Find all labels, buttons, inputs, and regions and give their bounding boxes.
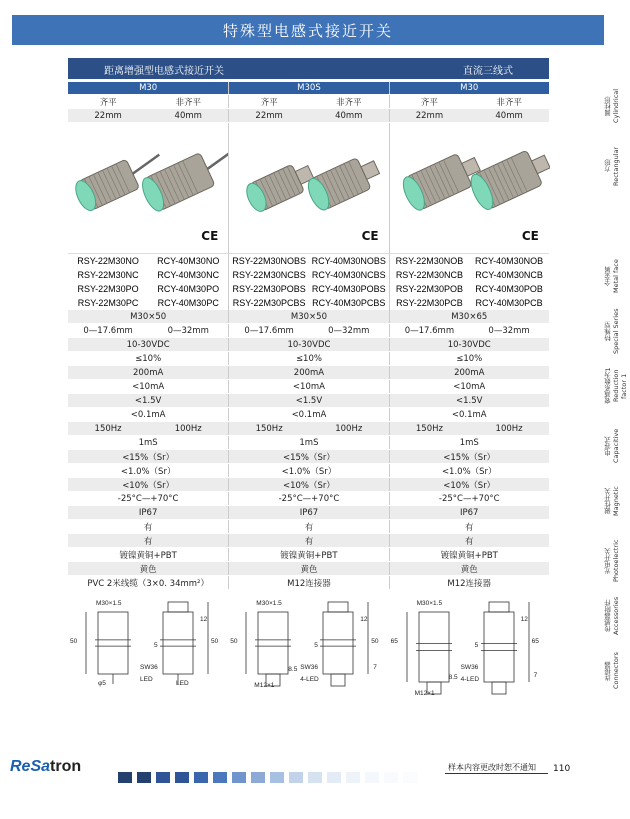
col-1 bbox=[228, 408, 388, 421]
col-1 bbox=[228, 450, 388, 463]
cell-ripple: ≤10% bbox=[295, 353, 322, 364]
cell-housing: M30S bbox=[297, 83, 321, 93]
model-name: RCY-40M30POBS bbox=[311, 284, 386, 294]
col-2 bbox=[389, 450, 549, 463]
col-1 bbox=[228, 268, 388, 282]
cell-mount: 非齐平 bbox=[336, 97, 362, 108]
sub-header-right: 直流三线式 bbox=[463, 66, 513, 77]
thread-label: M30×1.5 bbox=[416, 600, 443, 607]
length-label-left: 50 bbox=[230, 638, 238, 645]
cell-material: 镀镍黄铜+PBT bbox=[440, 550, 498, 561]
side-tab bbox=[604, 80, 624, 132]
photo-cell-0 bbox=[68, 123, 228, 253]
col-1 bbox=[228, 380, 388, 393]
cell-frequency: 100Hz bbox=[335, 423, 363, 434]
cell-voltage_drop: <1.5V bbox=[456, 395, 483, 406]
col-0 bbox=[68, 109, 228, 122]
side-tab-cn: 传感器附件 bbox=[604, 599, 612, 633]
row-protection bbox=[68, 506, 549, 520]
cell-no_load_current: <10mA bbox=[132, 381, 165, 392]
col-1 bbox=[228, 338, 388, 351]
cell-temp_drift: <10%（Sr） bbox=[122, 480, 175, 491]
model-name: RCY-40M30PC bbox=[157, 298, 219, 308]
col-1 bbox=[228, 109, 388, 122]
col-1 bbox=[228, 576, 388, 589]
ce-mark: CE bbox=[201, 229, 219, 243]
row-housing bbox=[68, 82, 549, 95]
cell-frequency: 150Hz bbox=[255, 423, 283, 434]
cell-ripple: ≤10% bbox=[135, 353, 162, 364]
cell-connection: PVC 2米线缆（3×0. 34mm²） bbox=[87, 578, 209, 589]
photo-cell-2 bbox=[389, 123, 549, 253]
m12-thread-label: M12×1 bbox=[414, 690, 435, 697]
cell-no_load_current: <10mA bbox=[292, 381, 325, 392]
model-row bbox=[68, 282, 549, 296]
wrench-size-label: SW36 bbox=[460, 664, 479, 671]
side-tab-en: Magnetic bbox=[612, 486, 620, 516]
cell-repeatability: <1.0%（Sr） bbox=[441, 466, 497, 477]
col-2 bbox=[389, 394, 549, 407]
dimension-drawing-0 bbox=[68, 598, 228, 730]
cell-leakage: <0.1mA bbox=[451, 409, 487, 420]
thread-label: M30×1.5 bbox=[256, 600, 282, 607]
cell-temp_drift: <10%（Sr） bbox=[282, 480, 335, 491]
led-label: 4-LED bbox=[460, 676, 480, 683]
col-1 bbox=[228, 282, 388, 296]
length-label-right: 50 bbox=[211, 638, 219, 645]
cell-short_circuit: 有 bbox=[304, 522, 314, 533]
row-temp_range bbox=[68, 492, 549, 506]
col-0 bbox=[68, 366, 228, 379]
col-0 bbox=[68, 408, 228, 421]
side-tab-cn: 特殊型 bbox=[604, 321, 612, 341]
cell-distance: 22mm bbox=[255, 110, 283, 121]
model-name: RCY-40M30POB bbox=[475, 284, 543, 294]
col-1 bbox=[228, 520, 388, 533]
col-1 bbox=[228, 324, 388, 337]
sub-header bbox=[68, 58, 549, 79]
cell-face_color: 黄色 bbox=[300, 564, 318, 575]
col-0 bbox=[68, 478, 228, 491]
cell-frequency: 150Hz bbox=[415, 423, 443, 434]
dim-5-label: 5 bbox=[154, 642, 158, 649]
col-2 bbox=[389, 492, 549, 505]
cell-mount: 非齐平 bbox=[496, 97, 522, 108]
photo-cell-1 bbox=[228, 123, 388, 253]
decorative-squares bbox=[118, 772, 417, 783]
thread-label: M30×1.5 bbox=[96, 600, 122, 607]
row-load_current bbox=[68, 366, 549, 380]
side-tab bbox=[604, 140, 624, 192]
cell-material: 镀镍黄铜+PBT bbox=[119, 550, 177, 561]
cell-voltage: 10-30VDC bbox=[447, 339, 491, 350]
col-0 bbox=[68, 450, 228, 463]
row-size bbox=[68, 310, 549, 324]
cell-repeatability: <1.0%（Sr） bbox=[120, 466, 176, 477]
cell-temp_range: -25°C—+70°C bbox=[278, 493, 340, 504]
col-2 bbox=[389, 548, 549, 561]
model-name: RCY-40M30NOB bbox=[474, 256, 544, 266]
col-0 bbox=[68, 82, 228, 94]
side-tab bbox=[604, 305, 624, 357]
col-2 bbox=[389, 478, 549, 491]
col-0 bbox=[68, 282, 228, 296]
model-name: RSY-22M30POBS bbox=[232, 284, 306, 294]
model-name: RSY-22M30PCBS bbox=[232, 298, 306, 308]
wrench-size-label: SW36 bbox=[140, 664, 158, 671]
side-tab bbox=[604, 420, 624, 472]
col-1 bbox=[228, 366, 388, 379]
side-tab-en: Rectangular bbox=[612, 146, 620, 186]
row-face_color bbox=[68, 562, 549, 576]
cell-load_current: 200mA bbox=[454, 367, 485, 378]
cell-distance: 40mm bbox=[495, 110, 523, 121]
drawing-row bbox=[68, 598, 549, 730]
cell-protection: IP67 bbox=[460, 507, 479, 518]
side-tab bbox=[604, 475, 624, 527]
cell-frequency: 100Hz bbox=[174, 423, 202, 434]
cell-face_color: 黄色 bbox=[139, 564, 157, 575]
col-0 bbox=[68, 436, 228, 449]
model-name: RCY-40M30PCBS bbox=[312, 298, 386, 308]
col-2 bbox=[389, 95, 549, 108]
row-short_circuit bbox=[68, 520, 549, 534]
footer-notice: 样本内容更改时恕不通知 bbox=[448, 763, 536, 772]
row-no_load_current bbox=[68, 380, 549, 394]
side-tab-en: Photoelectric bbox=[612, 539, 620, 583]
wrench-size-label: SW36 bbox=[300, 664, 318, 671]
side-tab-cn: 全金属 bbox=[604, 266, 612, 286]
col-1 bbox=[228, 422, 388, 435]
col-2 bbox=[389, 562, 549, 575]
cell-reverse: 有 bbox=[464, 536, 474, 547]
col-0 bbox=[68, 562, 228, 575]
cell-distance: 40mm bbox=[174, 110, 202, 121]
col-0 bbox=[68, 380, 228, 393]
cell-size: M30×65 bbox=[451, 311, 488, 322]
model-name: RCY-40M30NC bbox=[157, 270, 220, 280]
side-tab-cn: 磁性开关 bbox=[604, 488, 612, 514]
cell-distance: 22mm bbox=[415, 110, 444, 121]
side-tab-cn: 电容式 bbox=[604, 436, 612, 456]
cell-protection: IP67 bbox=[138, 507, 158, 518]
row-leakage bbox=[68, 408, 549, 422]
cell-ripple: ≤10% bbox=[456, 353, 483, 364]
col-1 bbox=[228, 436, 388, 449]
led-label: LED bbox=[140, 676, 153, 683]
side-tab bbox=[604, 535, 624, 587]
col-2 bbox=[389, 310, 549, 323]
led-label: 4-LED bbox=[300, 676, 319, 683]
side-tab-en: Connectors bbox=[612, 652, 620, 690]
col-2 bbox=[389, 82, 549, 94]
cell-connection: M12连接器 bbox=[287, 578, 331, 589]
col-0 bbox=[68, 464, 228, 477]
cell-voltage_drop: <1.5V bbox=[134, 395, 162, 406]
side-tab bbox=[604, 645, 624, 697]
dim-12-label: 12 bbox=[520, 616, 528, 623]
col-2 bbox=[389, 520, 549, 533]
cell-leakage: <0.1mA bbox=[291, 409, 327, 420]
col-2 bbox=[389, 464, 549, 477]
cell-response: 1mS bbox=[138, 437, 158, 448]
cell-response: 1mS bbox=[459, 437, 479, 448]
row-reverse bbox=[68, 534, 549, 548]
dim-12-label: 12 bbox=[200, 616, 208, 623]
col-1 bbox=[228, 394, 388, 407]
side-tab-en: Metal face bbox=[612, 259, 620, 293]
model-name: RSY-22M30NCB bbox=[395, 270, 464, 280]
model-name: RCY-40M30PCB bbox=[475, 298, 543, 308]
cell-reverse: 有 bbox=[143, 536, 153, 547]
cell-material: 镀镍黄铜+PBT bbox=[280, 550, 338, 561]
side-tab-en: Accessories bbox=[612, 596, 620, 636]
side-tab-en: Reduction factor 1 bbox=[612, 369, 628, 403]
col-0 bbox=[68, 506, 228, 519]
col-0 bbox=[68, 310, 228, 323]
cell-protection: IP67 bbox=[299, 507, 319, 518]
col-0 bbox=[68, 324, 228, 337]
side-tab-en: Cylindrical bbox=[612, 88, 620, 124]
cell-response: 1mS bbox=[299, 437, 319, 448]
row-frequency bbox=[68, 422, 549, 436]
dim-5-label: 5 bbox=[314, 642, 318, 649]
col-1 bbox=[228, 95, 388, 108]
col-2 bbox=[389, 408, 549, 421]
cell-temp_drift: <10%（Sr） bbox=[443, 480, 496, 491]
led-label-2: LED bbox=[176, 680, 189, 687]
model-row bbox=[68, 296, 549, 310]
col-0 bbox=[68, 95, 228, 108]
col-2 bbox=[389, 338, 549, 351]
cell-hysteresis: <15%（Sr） bbox=[282, 452, 335, 463]
ce-mark: CE bbox=[361, 229, 379, 243]
row-distance bbox=[68, 109, 549, 123]
col-2 bbox=[389, 380, 549, 393]
cell-voltage: 10-30VDC bbox=[126, 339, 170, 350]
cell-range: 0—17.6mm bbox=[404, 325, 455, 336]
model-name: RSY-22M30PCB bbox=[396, 298, 463, 308]
length-label-right: 50 bbox=[371, 638, 379, 645]
row-connection bbox=[68, 576, 549, 590]
col-2 bbox=[389, 268, 549, 282]
row-voltage_drop bbox=[68, 394, 549, 408]
side-tab-en: Special Series bbox=[612, 308, 620, 354]
col-1 bbox=[228, 562, 388, 575]
model-name: RCY-40M30NCBS bbox=[311, 270, 386, 280]
cell-voltage: 10-30VDC bbox=[287, 339, 331, 350]
cell-mount: 齐平 bbox=[420, 97, 438, 108]
col-0 bbox=[68, 296, 228, 310]
cell-short_circuit: 有 bbox=[464, 522, 474, 533]
cell-no_load_current: <10mA bbox=[453, 381, 486, 392]
model-row bbox=[68, 268, 549, 282]
cell-short_circuit: 有 bbox=[143, 522, 153, 533]
length-label-left: 65 bbox=[390, 638, 398, 645]
page-number: 110 bbox=[553, 764, 571, 774]
dim-5-label: 5 bbox=[474, 642, 479, 649]
row-range bbox=[68, 324, 549, 338]
side-tab-cn: 衰减系数为1 bbox=[604, 367, 612, 405]
cell-distance: 40mm bbox=[335, 110, 363, 121]
side-tab-cn: 方形 bbox=[604, 159, 612, 173]
col-2 bbox=[389, 436, 549, 449]
length-label-left: 50 bbox=[70, 638, 78, 645]
m12-thread-label: M12×1 bbox=[254, 682, 275, 689]
col-0 bbox=[68, 576, 228, 589]
model-name: RSY-22M30NO bbox=[77, 256, 139, 266]
col-1 bbox=[228, 310, 388, 323]
model-name: RCY-40M30NOBS bbox=[311, 256, 386, 266]
dim-7-label: 7 bbox=[533, 672, 538, 679]
model-name: RSY-22M30NC bbox=[77, 270, 139, 280]
cell-range: 0—32mm bbox=[167, 325, 209, 336]
model-name: RSY-22M30NOB bbox=[395, 256, 464, 266]
side-tab-cn: 连接器 bbox=[604, 661, 612, 681]
cell-frequency: 100Hz bbox=[495, 423, 523, 434]
cell-hysteresis: <15%（Sr） bbox=[122, 452, 175, 463]
col-0 bbox=[68, 268, 228, 282]
spec-table bbox=[68, 82, 549, 730]
col-2 bbox=[389, 576, 549, 589]
cell-hysteresis: <15%（Sr） bbox=[443, 452, 496, 463]
cell-size: M30×50 bbox=[290, 311, 327, 322]
cell-mount: 非齐平 bbox=[175, 97, 201, 108]
col-0 bbox=[68, 338, 228, 351]
page-title: 特殊型电感式接近开关 bbox=[12, 15, 604, 45]
row-mount bbox=[68, 95, 549, 109]
side-tab-en: Capacitive bbox=[612, 428, 620, 464]
cell-distance: 22mm bbox=[94, 110, 122, 121]
model-name: RCY-40M30NCB bbox=[475, 270, 543, 280]
model-name: RSY-22M30POB bbox=[395, 284, 464, 294]
col-1 bbox=[228, 296, 388, 310]
col-1 bbox=[228, 534, 388, 547]
col-0 bbox=[68, 352, 228, 365]
col-2 bbox=[389, 352, 549, 365]
col-1 bbox=[228, 548, 388, 561]
ce-mark: CE bbox=[521, 229, 539, 243]
brand-logo: ReSatron bbox=[10, 758, 82, 775]
model-name: RSY-22M30NCBS bbox=[232, 270, 306, 280]
col-1 bbox=[228, 464, 388, 477]
cell-size: M30×50 bbox=[130, 311, 167, 322]
cell-face_color: 黄色 bbox=[460, 564, 478, 575]
cell-connection: M12连接器 bbox=[447, 578, 492, 589]
col-1 bbox=[228, 506, 388, 519]
cell-range: 0—32mm bbox=[488, 325, 530, 336]
col-0 bbox=[68, 548, 228, 561]
side-tab-cn: 光电开关 bbox=[604, 548, 612, 574]
cell-housing: M30 bbox=[460, 83, 479, 93]
col-2 bbox=[389, 282, 549, 296]
photo-row bbox=[68, 123, 549, 254]
cell-load_current: 200mA bbox=[132, 367, 164, 378]
col-2 bbox=[389, 534, 549, 547]
row-repeatability bbox=[68, 464, 549, 478]
cell-range: 0—32mm bbox=[328, 325, 370, 336]
cell-load_current: 200mA bbox=[293, 367, 325, 378]
cell-voltage_drop: <1.5V bbox=[295, 395, 323, 406]
col-0 bbox=[68, 492, 228, 505]
side-tab-cn: 圆柱形 bbox=[604, 96, 612, 116]
col-1 bbox=[228, 352, 388, 365]
cell-temp_range: -25°C—+70°C bbox=[438, 493, 500, 504]
cell-range: 0—17.6mm bbox=[244, 325, 294, 336]
row-material bbox=[68, 548, 549, 562]
cell-reverse: 有 bbox=[304, 536, 314, 547]
col-2 bbox=[389, 422, 549, 435]
dimension-drawing-1 bbox=[228, 598, 388, 730]
cell-leakage: <0.1mA bbox=[130, 409, 166, 420]
cell-range: 0—17.6mm bbox=[83, 325, 133, 336]
row-voltage bbox=[68, 338, 549, 352]
side-tab bbox=[604, 360, 628, 412]
dim-7-label: 7 bbox=[373, 664, 377, 671]
cell-mount: 齐平 bbox=[260, 97, 278, 108]
model-name: RSY-22M30PO bbox=[77, 284, 139, 294]
cell-mount: 齐平 bbox=[99, 97, 117, 108]
row-temp_drift bbox=[68, 478, 549, 492]
model-name: RSY-22M30PC bbox=[77, 298, 139, 308]
dim-85-label: 8.5 bbox=[448, 674, 458, 681]
col-0 bbox=[68, 534, 228, 547]
side-tab bbox=[604, 250, 624, 302]
model-name: RCY-40M30PO bbox=[157, 284, 220, 294]
col-0 bbox=[68, 520, 228, 533]
col-1 bbox=[228, 492, 388, 505]
footer-rule bbox=[445, 773, 548, 774]
col-2 bbox=[389, 324, 549, 337]
cell-repeatability: <1.0%（Sr） bbox=[281, 466, 337, 477]
col-0 bbox=[68, 394, 228, 407]
dim-12-label: 12 bbox=[360, 616, 368, 623]
col-2 bbox=[389, 366, 549, 379]
row-hysteresis bbox=[68, 450, 549, 464]
sub-header-left: 距离增强型电感式接近开关 bbox=[104, 66, 224, 77]
cell-frequency: 150Hz bbox=[94, 423, 122, 434]
col-2 bbox=[389, 296, 549, 310]
side-tab bbox=[604, 590, 624, 642]
cell-housing: M30 bbox=[139, 83, 158, 93]
cell-temp_range: -25°C—+70°C bbox=[117, 493, 179, 504]
col-2 bbox=[389, 109, 549, 122]
dimension-drawing-2 bbox=[389, 598, 549, 730]
col-0 bbox=[68, 422, 228, 435]
col-1 bbox=[228, 478, 388, 491]
diameter-label: φ5 bbox=[98, 680, 106, 687]
row-ripple bbox=[68, 352, 549, 366]
col-1 bbox=[228, 82, 388, 94]
dim-85-label: 8.5 bbox=[288, 666, 298, 673]
model-name: RSY-22M30NOBS bbox=[232, 256, 306, 266]
row-response bbox=[68, 436, 549, 450]
model-name: RCY-40M30NO bbox=[157, 256, 220, 266]
length-label-right: 65 bbox=[531, 638, 539, 645]
col-2 bbox=[389, 506, 549, 519]
